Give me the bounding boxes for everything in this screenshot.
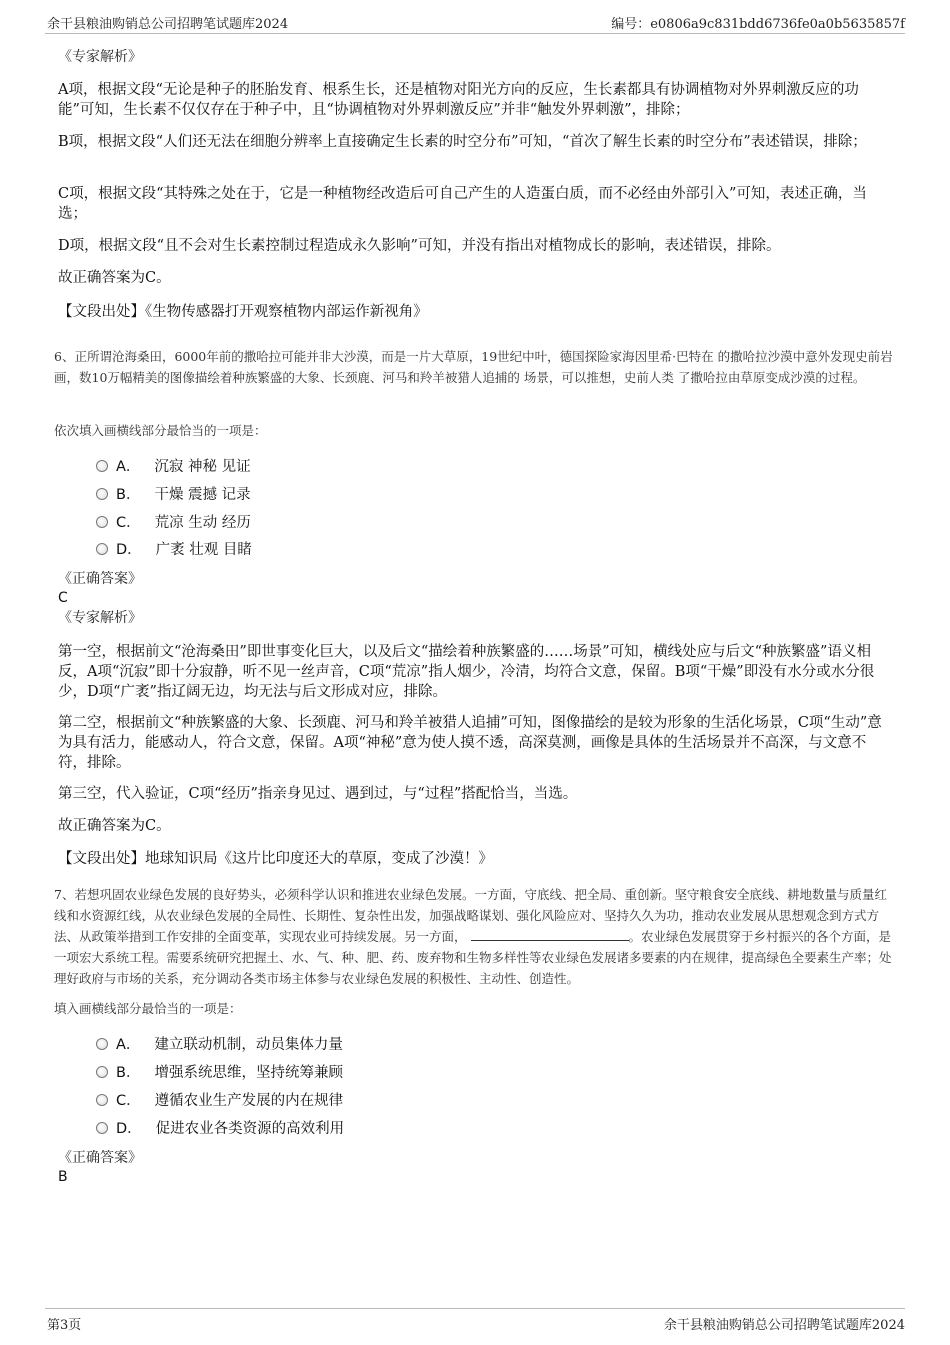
q6-source: 【文段出处】地球知识局《这片比印度还大的草原，变成了沙漠！》: [58, 851, 493, 867]
q6-stem: 6、正所谓沧海桑田，6000年前的撒哈拉可能并非大沙漠，而是一片大草原，19世纪中叶，德国探险家海因里希·巴特在 的撒哈拉沙漠中意外发现史前岩画，数10万幅精美的图像描绘着种族繁盛的大象、长颈鹿、河马和羚羊被猎人追捕的 场景，可以推想，史前人类 了撒哈拉由草原变成沙漠的过程。: [54, 349, 893, 385]
q7-option-c[interactable]: [96, 1091, 343, 1111]
option-text: 干燥 震撼 记录: [154, 487, 251, 503]
option-text: 广袤 壮观 目睹: [155, 542, 252, 558]
q5-conclusion: 故正确答案为C。: [58, 270, 171, 286]
q5-analysis-d: D项，根据文段“且不会对生长素控制过程造成永久影响”可知，并没有指出对植物成长的影响，表述错误，排除。: [58, 238, 781, 254]
q5-analysis-a: A项，根据文段“无论是种子的胚胎发育、根系生长，还是植物对阳光方向的反应，生长素都具有协调植物对外界刺激反应的功能”可知，生长素不仅仅存在于种子中，且“协调植物对外界刺激反应”并非“触发外界刺激”，排除；: [58, 82, 859, 118]
header-divider: [45, 33, 905, 34]
q6-answer: C: [58, 590, 68, 606]
radio-icon[interactable]: [96, 1038, 108, 1050]
option-letter: B．: [116, 487, 141, 503]
q7-prompt: 填入画横线部分最恰当的一项是：: [54, 1001, 242, 1016]
q5-source: 【文段出处】《生物传感器打开观察植物内部运作新视角》: [58, 304, 428, 320]
option-letter: C．: [116, 515, 141, 531]
q6-analysis-2: 第二空，根据前文“种族繁盛的大象、长颈鹿、河马和羚羊被猎人追捕”可知，图像描绘的是较为形象的生活化场景，C项“生动”意为具有活力，能感动人，符合文意，保留。A项“神秘”意为使人摸不透，高深莫测，画像是具体的生活场景并不高深，与文意不符，排除。: [58, 715, 882, 771]
q6-option-d[interactable]: [96, 540, 252, 560]
option-text: 荒凉 生动 经历: [154, 515, 251, 531]
q6-expert-label: 《专家解析》: [58, 610, 142, 626]
q7-answer: B: [58, 1169, 68, 1185]
q6-option-c[interactable]: [96, 513, 251, 533]
q7-stem-after: 。农业绿色发展贯穿于乡村振兴的各个方面，是一项宏大系统工程。需要系统研究把握土、水、气、种、肥、药、废弃物和生物多样性等农业绿色发展诸多要素的内在规律，提高绿色全要素生产率；处理好政府与市场的关系，充分调动各类市场主体参与农业绿色发展的积极性、主动性、创造性。: [54, 929, 892, 986]
q5-analysis-b: B项，根据文段“人们还无法在细胞分辨率上直接确定生长素的时空分布”可知，“首次了解生长素的时空分布”表述错误，排除；: [58, 134, 867, 150]
option-letter: A．: [116, 1037, 141, 1053]
option-text: 遵循农业生产发展的内在规律: [154, 1093, 344, 1109]
q7-answer-label: 《正确答案》: [58, 1150, 142, 1166]
option-letter: C．: [116, 1093, 141, 1109]
option-text: 促进农业各类资源的高效利用: [155, 1121, 345, 1137]
option-text: 增强系统思维，坚持统筹兼顾: [154, 1065, 343, 1081]
option-letter: D．: [116, 1121, 142, 1137]
q5-analysis-c: C项，根据文段“其特殊之处在于，它是一种植物经改造后可自己产生的人造蛋白质，而不必经由外部引入”可知，表述正确，当选；: [58, 186, 867, 222]
q6-answer-label: 《正确答案》: [58, 571, 142, 587]
q6-analysis-3: 第三空，代入验证，C项“经历”指亲身见过、遇到过，与“过程”搭配恰当，当选。: [58, 786, 578, 802]
page-header: [0, 0, 950, 38]
option-text: 沉寂 神秘 见证: [154, 459, 251, 475]
radio-icon[interactable]: [96, 543, 108, 555]
q7-option-d[interactable]: [96, 1119, 344, 1139]
q7-option-b[interactable]: [96, 1063, 343, 1083]
radio-icon[interactable]: [96, 460, 108, 472]
q7-blank: [471, 928, 629, 941]
radio-icon[interactable]: [96, 488, 108, 500]
footer-page-number: 第3页: [47, 1318, 82, 1333]
header-title: 余干县粮油购销总公司招聘笔试题库2024: [47, 17, 289, 32]
option-letter: A．: [116, 459, 141, 475]
q6-conclusion: 故正确答案为C。: [58, 818, 171, 834]
radio-icon[interactable]: [96, 516, 108, 528]
q6-analysis-1: 第一空，根据前文“沧海桑田”即世事变化巨大，以及后文“描绘着种族繁盛的……场景”可知，横线处应与后文“种族繁盛”语义相反，A项“沉寂”即十分寂静，听不见一丝声音，C项“荒凉”指人烟少，冷清，均符合文意，保留。B项“干燥”即没有水分或水分很少，D项“广袤”指辽阔无边，均无法与后文形成对应，排除。: [58, 644, 875, 700]
header-doc-id: 编号：e0806a9c831bdd6736fe0a0b5635857f: [611, 17, 905, 32]
q7-stem: [54, 884, 899, 989]
option-text: 建立联动机制，动员集体力量: [154, 1037, 343, 1053]
page-footer: [0, 1308, 950, 1345]
q7-option-a[interactable]: [96, 1035, 343, 1055]
radio-icon[interactable]: [96, 1122, 108, 1134]
q6-prompt: 依次填入画横线部分最恰当的一项是：: [54, 423, 267, 438]
radio-icon[interactable]: [96, 1066, 108, 1078]
q6-option-a[interactable]: [96, 457, 251, 477]
option-letter: B．: [116, 1065, 141, 1081]
q6-option-b[interactable]: [96, 485, 251, 505]
option-letter: D．: [116, 542, 142, 558]
footer-divider: [45, 1308, 905, 1309]
q5-expert-label: 《专家解析》: [58, 49, 142, 65]
radio-icon[interactable]: [96, 1094, 108, 1106]
q7-stem-before: 7、若想巩固农业绿色发展的良好势头，必须科学认识和推进农业绿色发展。一方面，守底线、把全局、重创新。坚守粮食安全底线、耕地数量与质量红线和水资源红线，从农业绿色发展的全局性、长期性、复杂性出发，加强战略谋划、强化风险应对、坚持久久为功，推动农业发展从思想观念到方式方法、从政策举措到工作安排的全面变革，实现农业可持续发展。另一方面，: [54, 887, 887, 944]
footer-title: 余干县粮油购销总公司招聘笔试题库2024: [663, 1318, 905, 1333]
